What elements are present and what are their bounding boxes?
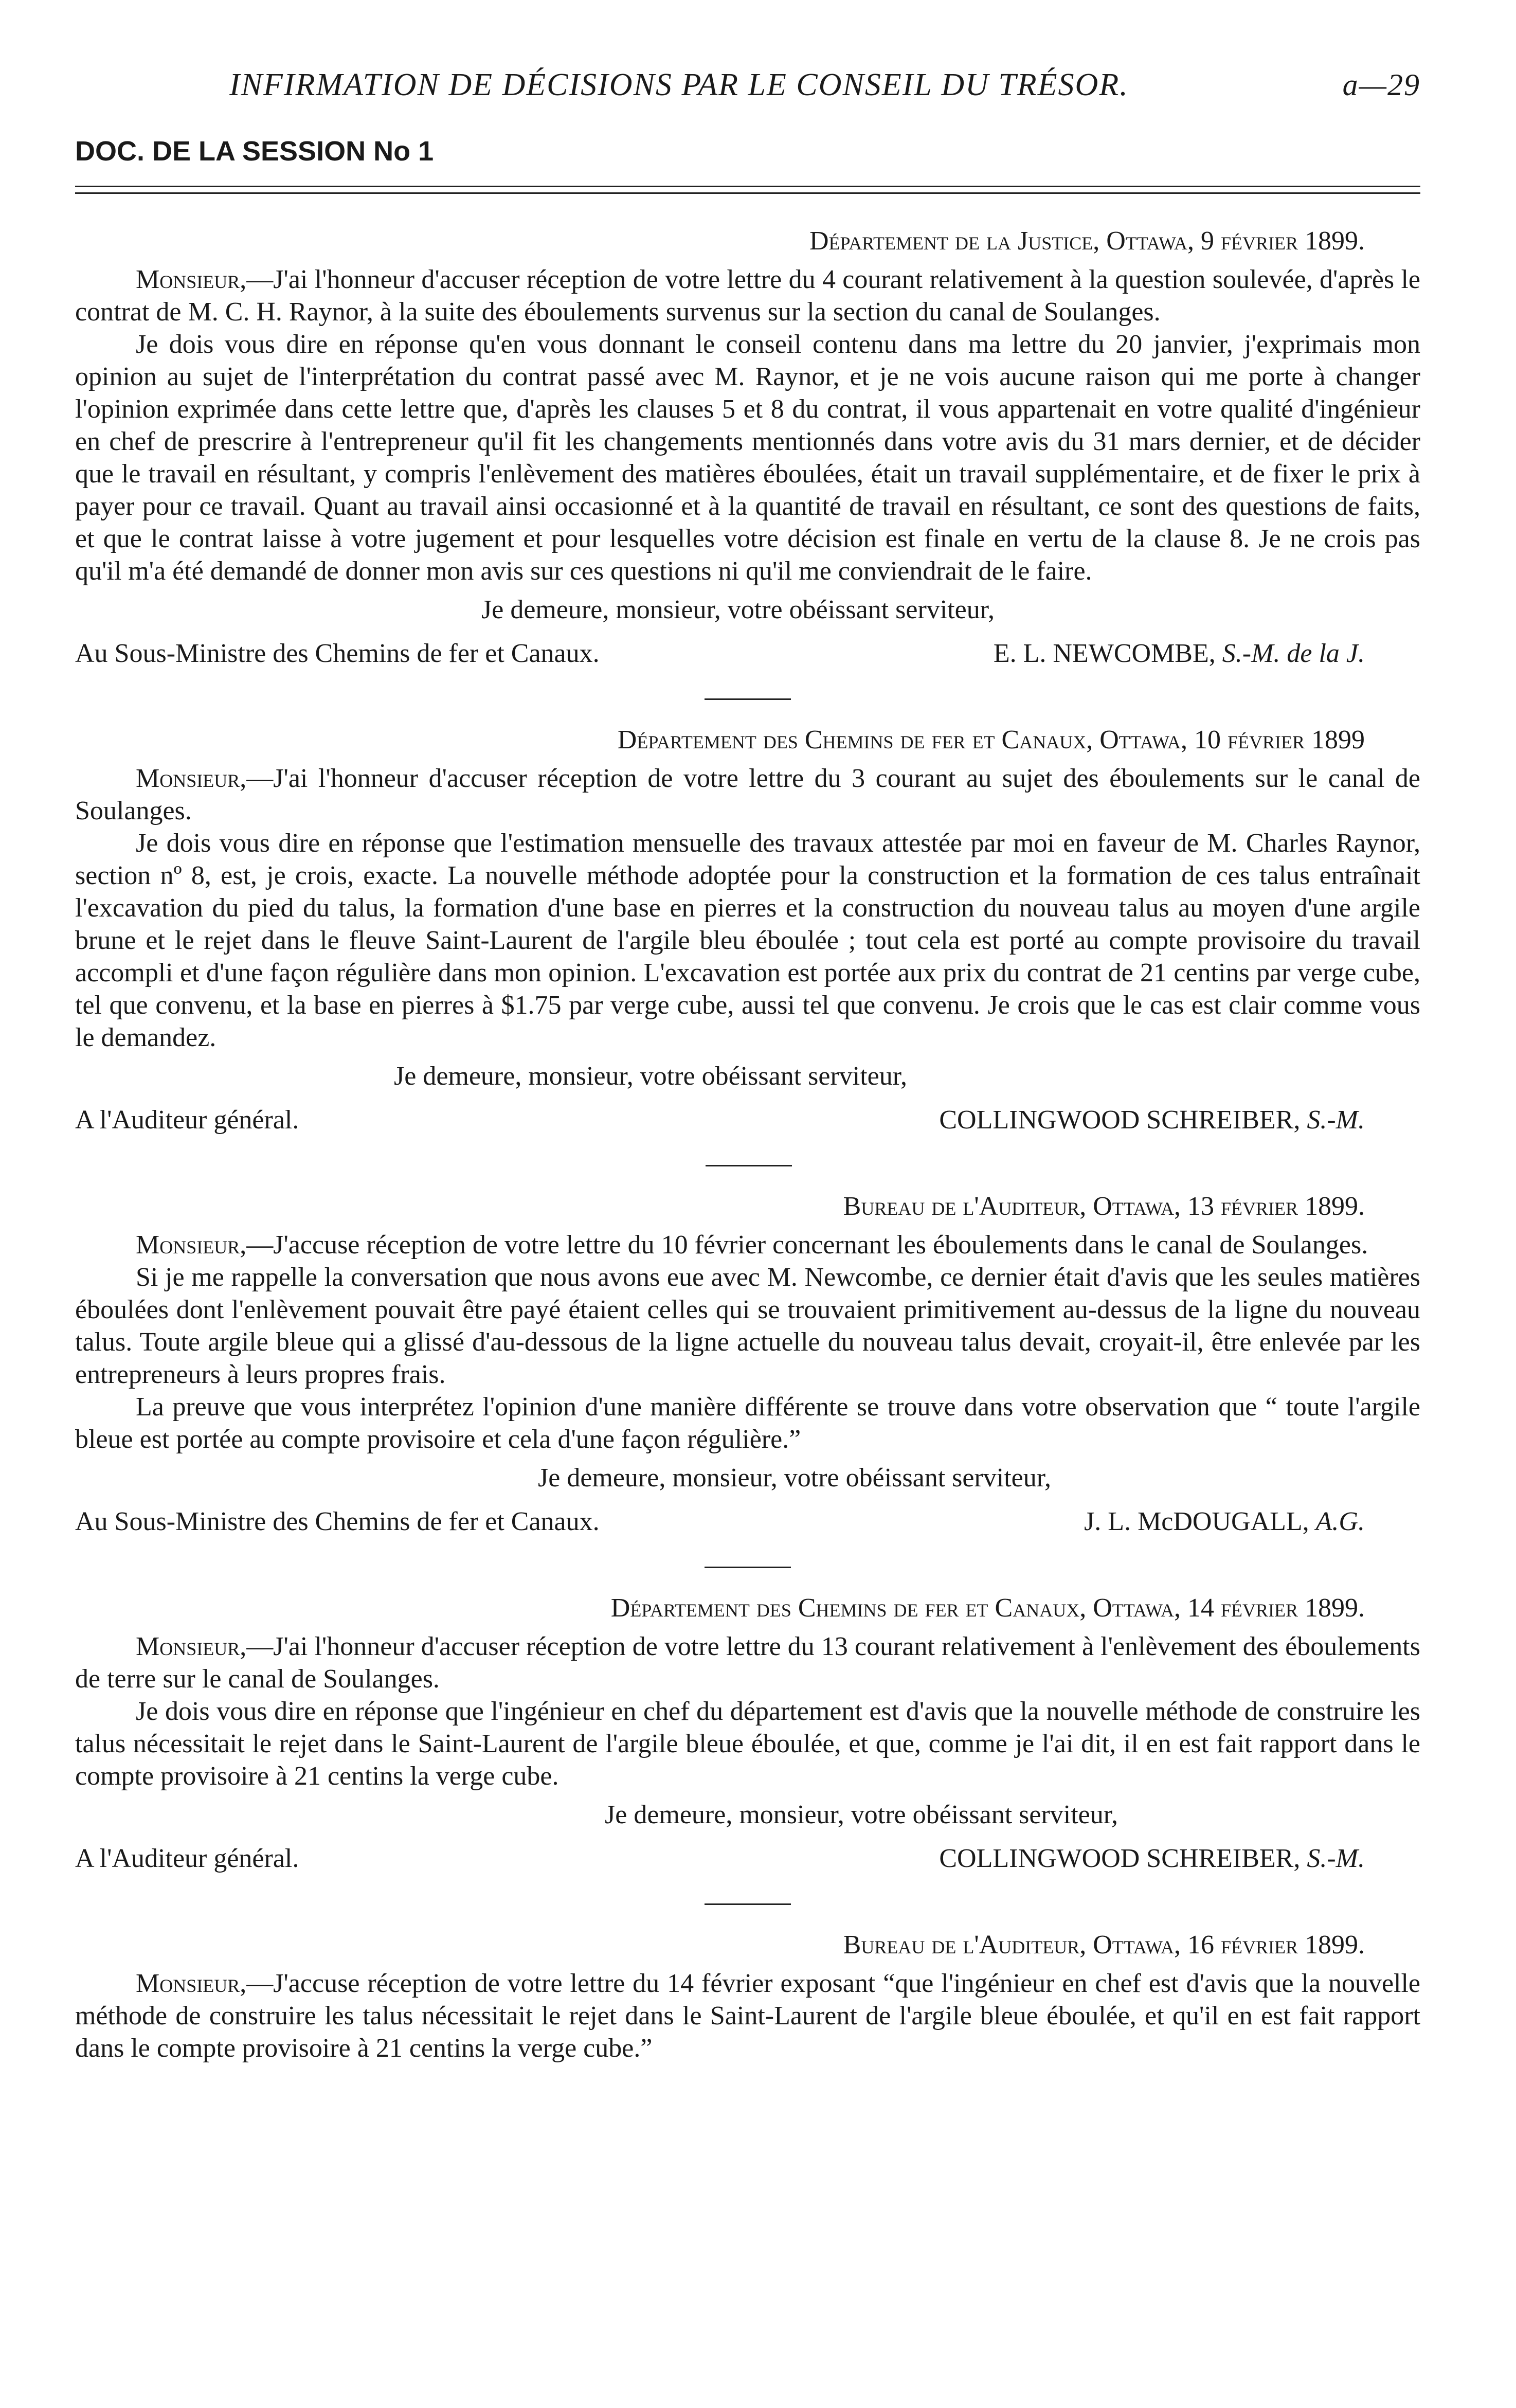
letter-paragraph: La preuve que vous interprétez l'opinion d'une manière différente se trouve dans votre observation que “ toute l'argile bleue est portée au compte provisoire et cela d'une façon régulière.”	[75, 1392, 1420, 1454]
letter-2	[75, 725, 1420, 1136]
signature: E. L. NEWCOMBE, S.-M. de la J.	[993, 639, 1365, 668]
letter-closing: Je demeure, monsieur, votre obéissant serviteur,	[394, 1062, 907, 1091]
salutation: Monsieur,	[136, 265, 247, 294]
salutation: Monsieur,	[136, 1230, 247, 1260]
letter-paragraph: Je dois vous dire en réponse que l'ingénieur en chef du département est d'avis que la nouvelle méthode de construire les talus nécessitait le rejet dans le Saint-Laurent de l'argile bleue éboulée, et que, comme je l'ai dit, il en est fait rapport dans le compte provisoire à 21 centins la verge cube.	[75, 1697, 1420, 1791]
letter-paragraph: Monsieur,—J'accuse réception de votre lettre du 10 février concernant les éboulements dans le canal de Soulanges.	[136, 1230, 1368, 1260]
salutation: Monsieur,	[136, 1632, 247, 1661]
letter-paragraph: Monsieur,—J'ai l'honneur d'accuser réception de votre lettre du 4 courant relativement à la question soulevée, d'après le contrat de M. C. H. Raynor, à la suite des éboulements survenus sur la section du canal de Soulanges.	[75, 265, 1420, 327]
letter-dateline: Département des Chemins de fer et Canaux, Ottawa, 10 février 1899	[617, 725, 1365, 754]
letter-paragraph: Monsieur,—J'ai l'honneur d'accuser réception de votre lettre du 13 courant relativement à l'enlèvement des éboulements de terre sur le canal de Soulanges.	[75, 1632, 1420, 1694]
session-label: DOC. DE LA SESSION No 1	[75, 136, 434, 167]
running-title: INFIRMATION DE DÉCISIONS PAR LE CONSEIL DU TRÉSOR.	[229, 67, 1129, 102]
signature: COLLINGWOOD SCHREIBER, S.-M.	[939, 1105, 1365, 1135]
page-number: a—29	[1342, 68, 1420, 102]
letter-separator	[705, 698, 791, 700]
signature-row	[75, 1104, 1420, 1136]
letter-closing: Je demeure, monsieur, votre obéissant serviteur,	[605, 1800, 1118, 1829]
letter-5	[75, 1930, 1420, 2064]
letter-closing: Je demeure, monsieur, votre obéissant serviteur,	[481, 595, 995, 624]
letter-paragraph: Je dois vous dire en réponse qu'en vous donnant le conseil contenu dans ma lettre du 20 janvier, j'exprimais mon opinion au sujet de l'interprétation du contrat passé avec M. Raynor, et je ne vois aucune raison qui me porte à changer l'opinion exprimée dans cette lettre que, d'après les clauses 5 et 8 du contrat, il vous appartenait en votre qualité d'ingénieur en chef de prescrire à l'entrepreneur qu'il fit les changements mentionnés dans votre avis du 31 mars dernier, et de décider que le travail en résultant, y compris l'enlèvement des matières éboulées, était un travail supplémentaire, et de fixer le prix à payer pour ce travail. Quant au travail ainsi occasionné et à la quantité de travail en résultant, ce sont des questions de faits, et que le contrat laisse à votre jugement et pour lesquelles votre décision est finale en vertu de la clause 8. Je ne crois pas qu'il m'a été demandé de donner mon avis sur ces questions ni qu'il me conviendrait de le faire.	[75, 330, 1420, 586]
signature: COLLINGWOOD SCHREIBER, S.-M.	[939, 1844, 1365, 1873]
letter-closing: Je demeure, monsieur, votre obéissant serviteur,	[538, 1463, 1051, 1493]
letter-paragraph: Monsieur,—J'ai l'honneur d'accuser réception de votre lettre du 3 courant au sujet des éboulements sur le canal de Soulanges.	[75, 764, 1420, 825]
letter-3	[75, 1191, 1420, 1538]
letter-separator	[706, 1165, 792, 1166]
salutation: Monsieur,	[136, 1969, 247, 1998]
signature-row	[75, 1505, 1420, 1538]
letter-separator	[705, 1903, 791, 1905]
letter-4	[75, 1593, 1420, 1875]
salutation: Monsieur,	[136, 764, 247, 793]
signature-row	[75, 1842, 1420, 1875]
letter-dateline: Bureau de l'Auditeur, Ottawa, 16 février 1899.	[843, 1930, 1365, 1960]
signature-row	[75, 637, 1420, 670]
letter-dateline: Département des Chemins de fer et Canaux, Ottawa, 14 février 1899.	[610, 1593, 1365, 1623]
addressee: A l'Auditeur général.	[75, 1844, 299, 1873]
addressee: Au Sous-Ministre des Chemins de fer et Canaux.	[75, 639, 600, 668]
letter-separator	[705, 1567, 791, 1568]
addressee: A l'Auditeur général.	[75, 1105, 299, 1135]
letter-dateline: Département de la Justice, Ottawa, 9 février 1899.	[809, 226, 1365, 256]
header-rule	[75, 186, 1420, 194]
addressee: Au Sous-Ministre des Chemins de fer et Canaux.	[75, 1507, 600, 1536]
signature: J. L. McDOUGALL, A.G.	[1084, 1507, 1365, 1536]
letter-paragraph: Si je me rappelle la conversation que nous avons eue avec M. Newcombe, ce dernier était d'avis que les seules matières éboulées dont l'enlèvement pouvait être payé étaient celles qui se trouvaient primitivement au-dessus de la ligne du nouveau talus. Toute argile bleue qui a glissé d'au-dessous de la ligne actuelle du nouveau talus devait, croyait-il, être enlevée par les entrepreneurs à leurs propres frais.	[75, 1263, 1420, 1389]
letter-1	[75, 226, 1420, 670]
letter-paragraph: Monsieur,—J'accuse réception de votre lettre du 14 février exposant “que l'ingénieur en chef est d'avis que la nouvelle méthode de construire les talus nécessitait le rejet dans le Saint-Laurent de l'argile bleue éboulée, et qu'il en est fait rapport dans le compte provisoire à 21 centins la verge cube.”	[75, 1969, 1420, 2063]
running-header	[229, 67, 1420, 103]
letter-dateline: Bureau de l'Auditeur, Ottawa, 13 février 1899.	[843, 1192, 1365, 1221]
letter-paragraph: Je dois vous dire en réponse que l'estimation mensuelle des travaux attestée par moi en faveur de M. Charles Raynor, section nº 8, est, je crois, exacte. La nouvelle méthode adoptée pour la construction et la formation de ces talus entraînait l'excavation du pied du talus, la formation d'une base en pierres et la construction du nouveau talus au moyen d'une argile brune et le rejet dans le fleuve Saint-Laurent de l'argile bleu éboulée ; tout cela est porté au compte provisoire du travail accompli et d'une façon régulière dans mon opinion. L'excavation est portée aux prix du contrat de 21 centins par verge cube, tel que convenu, et la base en pierres à $1.75 par verge cube, aussi tel que convenu. Je crois que le cas est clair comme vous le demandez.	[75, 829, 1420, 1052]
